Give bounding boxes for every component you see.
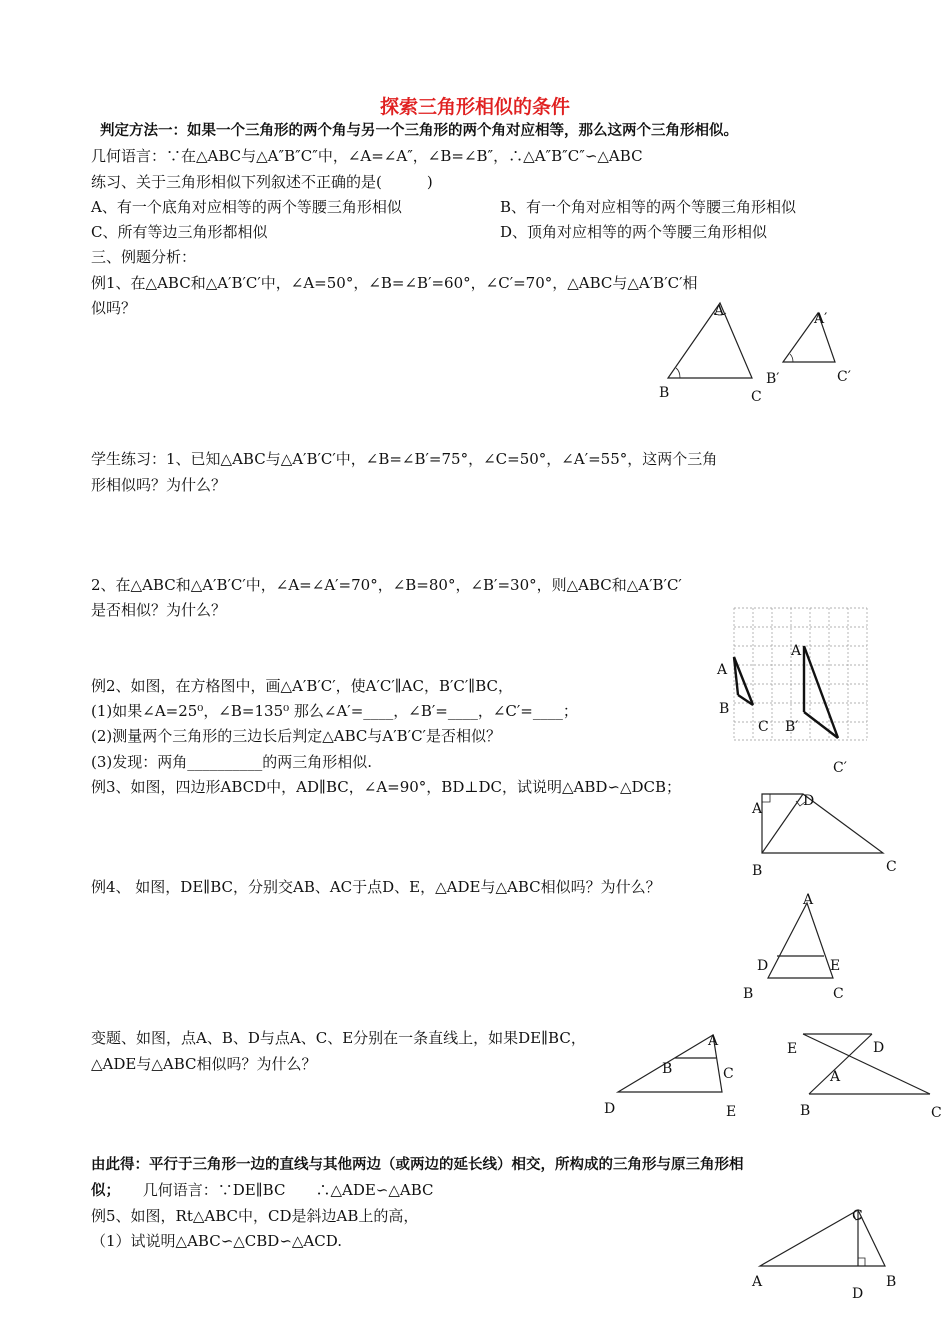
- example-2-line-4: (3)发现：两角__________的两三角形相似.: [91, 753, 373, 771]
- practice-2-line-2: 是否相似？为什么？: [91, 601, 227, 619]
- var2-label-c: C: [931, 1105, 942, 1121]
- conclusion-line-2: [91, 1180, 434, 1201]
- example-5-figure: [740, 1200, 910, 1310]
- variant-figure-right: [780, 1020, 945, 1125]
- rule-1: 判定方法一：如果一个三角形的两个角与另一个三角形的两个角对应相等，那么这两个三角形相似。: [100, 123, 738, 139]
- option-b: B、有一个角对应相等的两个等腰三角形相似: [500, 198, 797, 216]
- example-2-line-2: (1)如果∠A=25⁰，∠B=135⁰ 那么∠A′=____，∠B′=____，∠C′=____；: [91, 702, 578, 720]
- ex5-label-d: D: [852, 1286, 864, 1302]
- page-title: 探索三角形相似的条件: [379, 96, 570, 118]
- var2-label-b: B: [800, 1103, 811, 1119]
- variant-figure-left: [595, 1025, 745, 1125]
- option-a: A、有一个底角对应相等的两个等腰三角形相似: [91, 198, 402, 216]
- var2-label-a: A: [830, 1069, 841, 1085]
- geometry-language-1: 几何语言：∵在△ABC与△A″B″C″中，∠A=∠A″，∠B=∠B″，∴△A″B″C″∽△ABC: [91, 147, 643, 165]
- grid-label-c: C: [758, 719, 769, 735]
- example-5-line-2: （1）试说明△ABC∽△CBD∽△ACD.: [91, 1232, 342, 1250]
- ex4-label-e: E: [830, 958, 841, 974]
- ex5-label-a: A: [752, 1274, 763, 1290]
- label-b: B: [659, 385, 670, 401]
- var1-label-e: E: [726, 1104, 737, 1120]
- label-a: A: [714, 303, 725, 319]
- practice-1-line-2: 形相似吗？为什么？: [91, 476, 227, 494]
- section-heading: 三、例题分析：: [91, 248, 197, 266]
- grid-label-a-prime: A: [791, 643, 802, 659]
- conclusion-geometry-language: 几何语言：∵DE∥BC ∴△ADE∽△ABC: [142, 1181, 434, 1199]
- exercise-question: 练习、关于三角形相似下列叙述不正确的是( ): [91, 173, 433, 191]
- example-5-line-1: 例5、如图，Rt△ABC中，CD是斜边AB上的高，: [91, 1207, 419, 1225]
- ex3-label-a: A: [752, 801, 763, 817]
- grid-label-b: B: [719, 701, 730, 717]
- label-c: C: [751, 389, 762, 405]
- ex4-label-b: B: [743, 986, 754, 1002]
- conclusion-line-1: 由此得：平行于三角形一边的直线与其他两边（或两边的延长线）相交，所构成的三角形与原三角形相: [91, 1157, 744, 1173]
- grid-label-c-prime: C′: [833, 760, 847, 776]
- conclusion-line-2-bold: 似；: [91, 1183, 120, 1199]
- ex3-label-c: C: [886, 859, 897, 875]
- example-3-figure: [740, 785, 910, 880]
- practice-1-line-1: 学生练习：1、已知△ABC与△A′B′C′中，∠B=∠B′=75°，∠C=50°，∠A′=55°，这两个三角: [91, 450, 718, 468]
- ex3-label-b: B: [752, 863, 763, 879]
- label-a-prime: A′: [814, 311, 828, 327]
- example-2-line-1: 例2、如图，在方格图中，画△A′B′C′，使A′C′∥AC，B′C′∥BC，: [91, 677, 514, 695]
- ex5-label-c: C: [852, 1208, 863, 1224]
- var2-label-d: D: [873, 1040, 885, 1056]
- grid-label-b-prime: B′: [785, 719, 799, 735]
- var1-label-b: B: [662, 1061, 673, 1077]
- example-1-line-2: 似吗？: [91, 299, 137, 317]
- variant-line-1: 变题、如图，点A、B、D与点A、C、E分别在一条直线上，如果DE∥BC，: [91, 1029, 586, 1047]
- var1-label-a: A: [708, 1033, 719, 1049]
- ex5-label-b: B: [886, 1274, 897, 1290]
- variant-line-2: △ADE与△ABC相似吗？为什么？: [91, 1055, 317, 1073]
- example-2-line-3: (2)测量两个三角形的三边长后判定△ABC与A′B′C′是否相似？: [91, 727, 501, 745]
- var2-label-e: E: [787, 1041, 798, 1057]
- option-c: C、所有等边三角形都相似: [91, 223, 268, 241]
- example-4-figure: [735, 888, 855, 1003]
- example-1-line-1: 例1、在△ABC和△A′B′C′中，∠A=50°，∠B=∠B′=60°，∠C′=70°，△ABC与△A′B′C′相: [91, 274, 698, 292]
- var1-label-d: D: [604, 1101, 616, 1117]
- grid-label-a: A: [717, 662, 728, 678]
- label-c-prime: C′: [837, 369, 851, 385]
- option-d: D、顶角对应相等的两个等腰三角形相似: [500, 223, 768, 241]
- ex4-label-c: C: [833, 986, 844, 1002]
- practice-2-line-1: 2、在△ABC和△A′B′C′中，∠A=∠A′=70°，∠B=80°，∠B′=30°，则△ABC和△A′B′C′: [91, 576, 682, 594]
- label-b-prime: B′: [766, 371, 780, 387]
- example-2-grid-figure: [712, 600, 892, 780]
- ex4-label-a: A: [803, 892, 814, 908]
- example-1-figure: [640, 295, 870, 405]
- var1-label-c: C: [723, 1066, 734, 1082]
- ex3-label-d: D: [803, 793, 815, 809]
- example-3: 例3、如图，四边形ABCD中，AD∥BC，∠A=90°，BD⊥DC，试说明△ABD∽△DCB；: [91, 778, 682, 796]
- ex4-label-d: D: [757, 958, 769, 974]
- example-4: 例4、 如图，DE∥BC，分别交AB、AC于点D、E，△ADE与△ABC相似吗？为什么？: [91, 878, 661, 896]
